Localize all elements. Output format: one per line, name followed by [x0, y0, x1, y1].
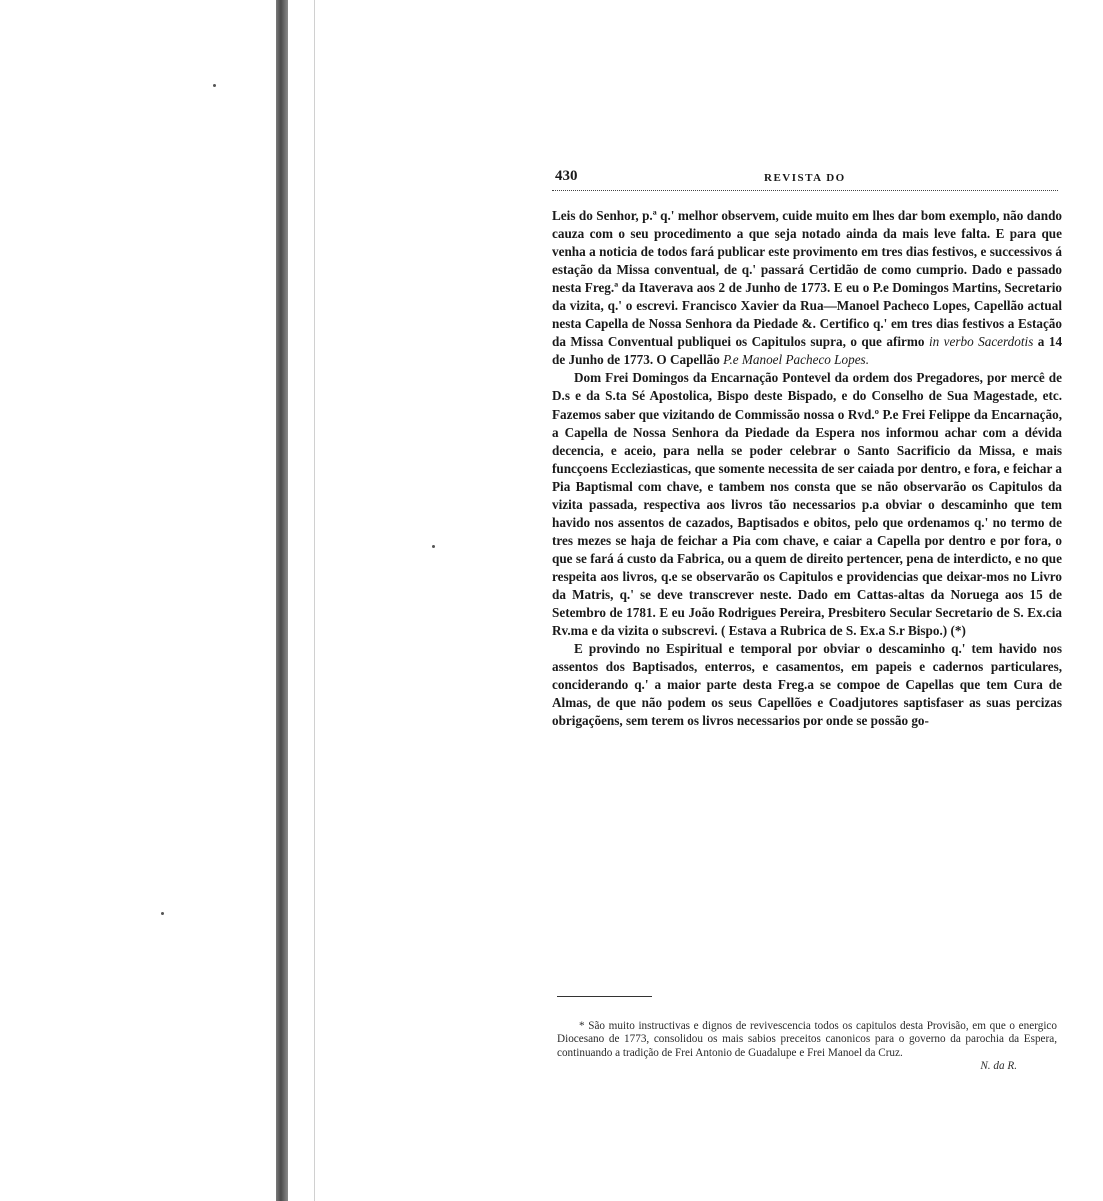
book-gutter-shadow: [276, 0, 288, 1201]
scan-speck: [161, 912, 164, 915]
facing-page-edge: [314, 0, 315, 1201]
body-text: [552, 207, 1062, 730]
paragraph-3: E provindo no Espiritual e temporal por obviar o descaminho q.' tem havido nos assentos dos Baptisados, enterros, e casamentos, em papeis e cadernos particulares, conciderando q.' a maior parte desta Freg.a se compoe de Capellas que tem Cura de Almas, de que não podem os seus Capellões e Coadjutores saptisfaser as suas percizas obrigaçõens, sem terem os livros necessarios por onde se possão go-: [552, 641, 1062, 729]
page-header: [552, 168, 1062, 190]
scan-speck: [213, 84, 216, 87]
running-head: REVISTA DO: [764, 172, 846, 184]
footnote-text: * São muito instructivas e dignos de revivescencia todos os capitulos desta Provisão, em que o energico Diocesano de 1773, consolidou os mais sabios preceitos canonicos para o governo da parochia da Espera, continuando a tradição de Frei Antonio de Guadalupe e Frei Manoel da Cruz.: [557, 1020, 1057, 1059]
latin-phrase: in verbo Sacerdotis: [928, 334, 1034, 350]
footnote: [557, 1020, 1057, 1074]
book-page: [552, 168, 1062, 730]
paragraph-1: Leis do Senhor, p.ª q.' melhor observem, cuide muito em lhes dar bom exemplo, não dando cauza com o seu procedimento a que seja notado ainda da mais leve falta. E para que venha a noticia de todos fará publicar este provimento em tres dias festivos, e successivos á estação da Missa conventual, de q.' passará Certidão de como cumprio. Dado e passado nesta Freg.ª da Itaverava aos 2 de Junho de 1773. E eu o P.e Domingos Martins, Secretario da vizita, q.' o escrevi. Francisco Xavier da Rua—Manoel Pacheco Lopes, Capellão actual nesta Capella de Nossa Senhora da Piedade &. Certifico q.' em tres dias festivos a Estação da Missa Conventual publiquei os Capitulos supra, o que afirmo in verbo Sacerdotis a 14 de Junho de 1773. O Capellão P.e Manoel Pacheco Lopes.: [552, 208, 1063, 368]
header-rule: [552, 190, 1058, 191]
paragraph-2: Dom Frei Domingos da Encarnação Pontevel da ordem dos Pregadores, por mercê de D.s e da S.ta Sé Apostolica, Bispo deste Bispado, e do Conselho de Sua Magestade, etc. Fazemos saber que vizitando de Commissão nossa o Rvd.º P.e Frei Felippe da Encarnação, a Capella de Nossa Senhora da Piedade da Espera nos informou achar com a dévida decencia, e aceio, para nella se poder celebrar o Santo Sacrificio da Missa, e mais funcçoens Eccleziasticas, que somente necessita de ser caiada por dentro, e fora, e feichar a Pia Baptismal com chave, e tambem nos consta que se não observarão os Capitulos da vizita passada, respectiva aos livros tão necessarios p.a obviar o descaminho que tem havido nos assentos de cazados, Baptisados e obitos, pelo que ordenamos q.' no termo de tres mezes se haja de feichar a Pia com chave, e caiar a Capella por dentro e por fora, o que se fará á custo da Fabrica, ou a quem de direito pertencer, pena de interdicto, e no que respeita aos livros, q.e se observarão os Capitulos e providencias que deixar-mos no Livro da Matris, q.' se deve transcrever neste. Dado em Cattas-altas da Noruega aos 15 de Setembro de 1781. E eu João Rodrigues Pereira, Presbitero Secular Secretario de S. Ex.cia Rv.ma e da vizita o subscrevi. ( Estava a Rubrica de S. Ex.a S.r Bispo.) (*): [552, 370, 1062, 639]
scan-speck: [432, 545, 435, 548]
page-number: 430: [555, 168, 578, 184]
footnote-signature: N. da R.: [980, 1060, 1017, 1073]
footnote-rule: [557, 996, 652, 997]
chaplain-signature: P.e Manoel Pacheco Lopes.: [723, 352, 869, 368]
